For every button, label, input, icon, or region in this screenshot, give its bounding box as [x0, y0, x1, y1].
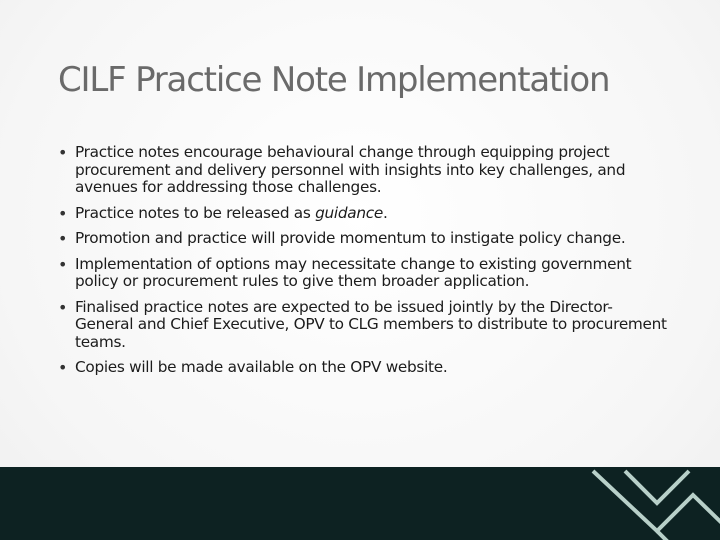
bullet-text: Copies will be made available on the OPV website. — [75, 358, 448, 376]
slide-title: CILF Practice Note Implementation — [58, 60, 610, 100]
bullet-item — [58, 230, 670, 248]
bullet-text: Implementation of options may necessitate change to existing government policy or procurement rules to give them broader application. — [75, 254, 632, 290]
bullet-marker: • — [58, 297, 68, 317]
bullet-text: Promotion and practice will provide momentum to instigate policy change. — [75, 229, 626, 247]
bullet-item — [58, 256, 670, 291]
bullet-text: Finalised practice notes are expected to be issued jointly by the Director-General and Chief Executive, OPV to CLG members to distribute to procurement teams. — [75, 297, 667, 351]
bullet-text-with-emphasis — [75, 205, 670, 223]
bullet-item — [58, 299, 670, 352]
bullet-marker: • — [58, 143, 68, 162]
bullet-item — [58, 144, 670, 197]
bullet-marker: • — [58, 254, 68, 274]
bullet-marker: • — [58, 203, 68, 223]
bullet-item — [58, 205, 670, 223]
chevron-mark-icon — [585, 467, 720, 540]
bullet-text-before: Practice notes to be released as — [75, 203, 316, 222]
bullet-list — [58, 144, 670, 385]
bullet-text-after: . — [382, 203, 388, 222]
bullet-marker: • — [58, 229, 68, 248]
bullet-text-emphasis: guidance — [315, 203, 383, 222]
bullet-item — [58, 359, 670, 377]
bullet-marker: • — [58, 358, 68, 377]
bullet-text: Practice notes encourage behavioural change through equipping project procurement and delivery personnel with insights into key challenges, and avenues for addressing those challenges. — [75, 143, 626, 196]
